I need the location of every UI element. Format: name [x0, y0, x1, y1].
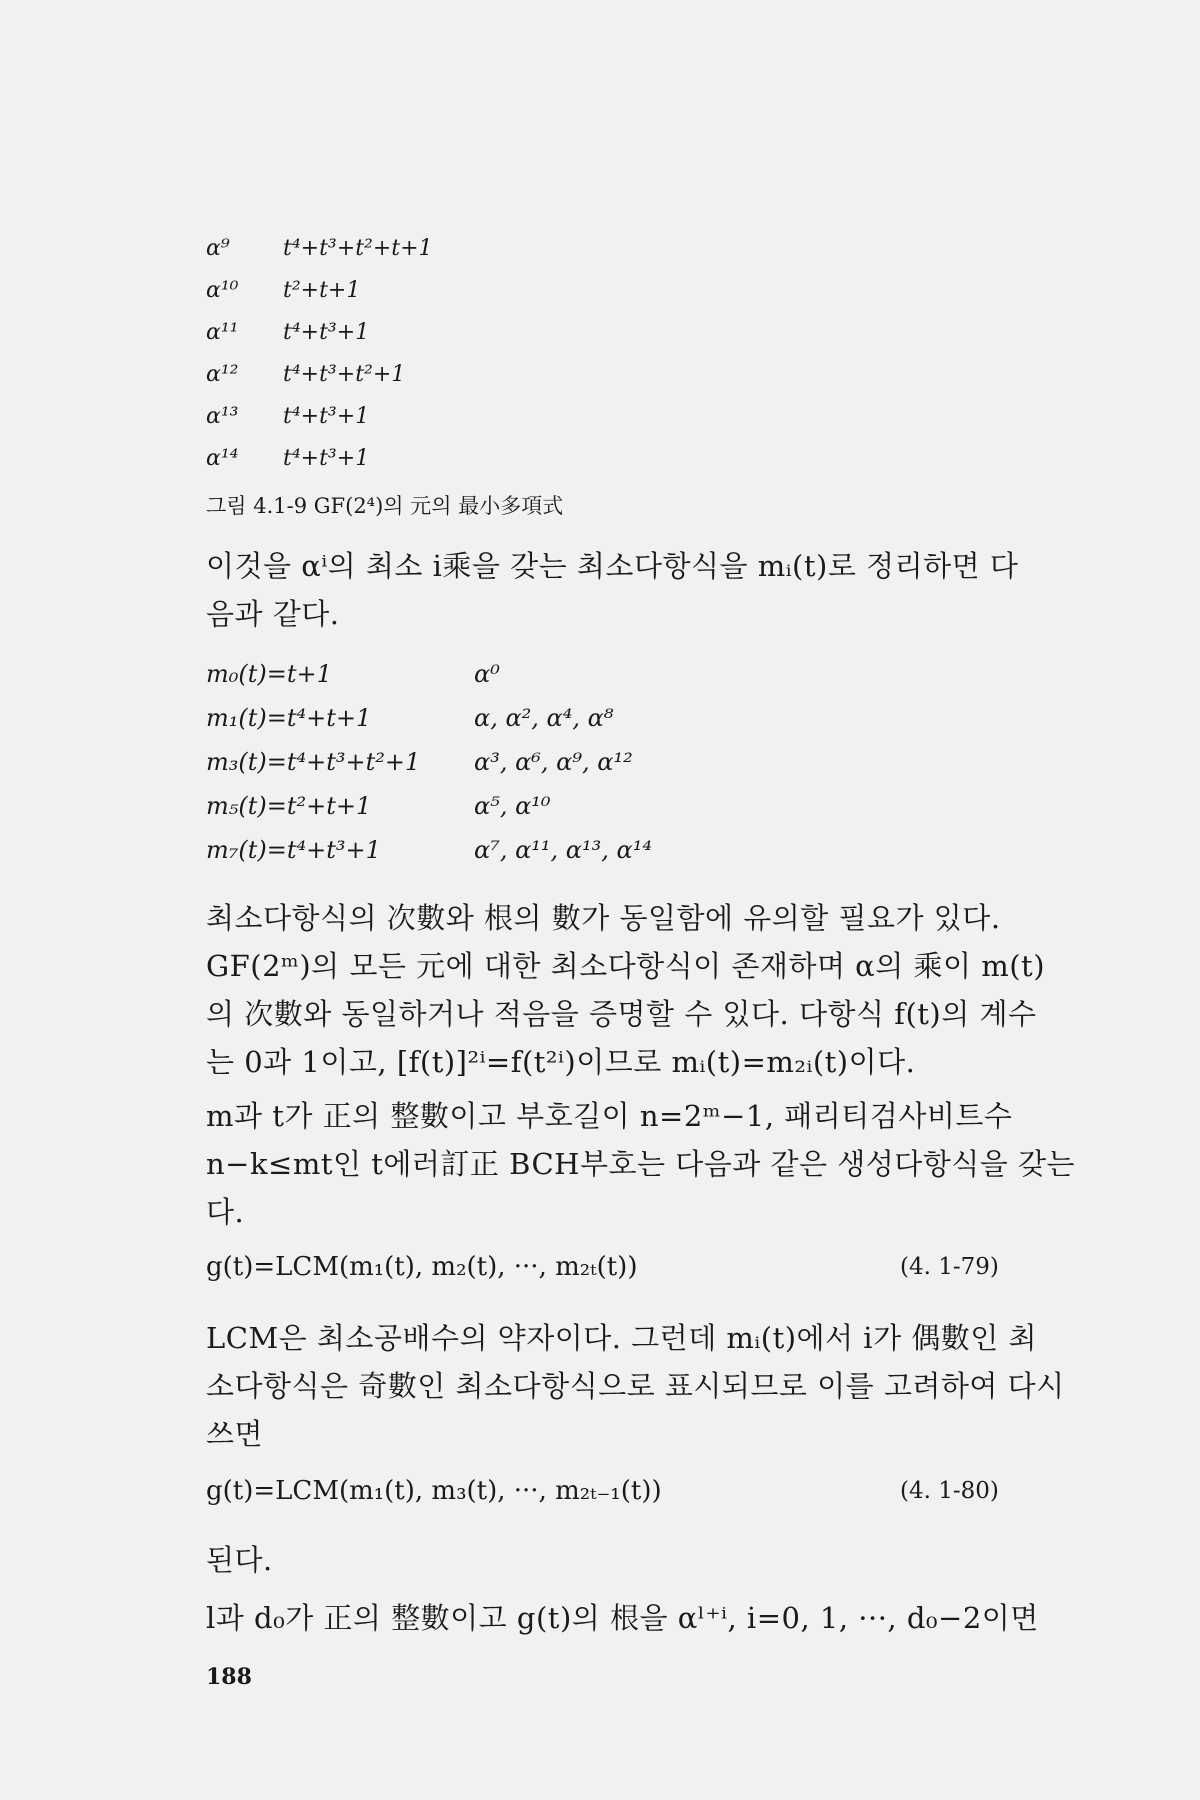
min-poly-roots: α⁵, α¹⁰ [474, 792, 551, 820]
page-number: 188 [206, 1664, 252, 1690]
paragraph-line: GF(2ᵐ)의 모든 元에 대한 최소다항식이 존재하며 α의 乘이 m(t) [206, 949, 1046, 983]
min-poly-eq: m₃(t)=t⁴+t³+t²+1 [206, 748, 421, 776]
min-poly-eq: m₇(t)=t⁴+t³+1 [206, 836, 381, 864]
equation: g(t)=LCM(m₁(t), m₃(t), ···, m₂ₜ₋₁(t)) [206, 1476, 662, 1506]
min-poly-roots: α⁰ [474, 660, 500, 688]
paragraph-line: 쓰면 [206, 1417, 264, 1451]
alpha-poly: t⁴+t³+1 [283, 320, 370, 345]
equation-number: (4. 1-80) [900, 1478, 999, 1504]
alpha-poly: t²+t+1 [283, 278, 361, 303]
alpha-poly: t⁴+t³+1 [283, 404, 370, 429]
paragraph-line: 된다. [206, 1543, 273, 1577]
paragraph-line: l과 d₀가 正의 整數이고 g(t)의 根을 αˡ⁺ⁱ, i=0, 1, ···, d₀−2이면 [206, 1601, 1039, 1635]
paragraph-line: 최소다항식의 次數와 根의 數가 동일함에 유의할 필요가 있다. [206, 901, 1001, 935]
min-poly-roots: α, α², α⁴, α⁸ [474, 704, 614, 732]
alpha-poly: t⁴+t³+t²+t+1 [283, 236, 433, 261]
alpha-label: α¹⁰ [206, 278, 239, 303]
alpha-label: α¹³ [206, 404, 239, 429]
paragraph-line: 다. [206, 1195, 245, 1229]
alpha-label: α¹² [206, 362, 239, 387]
alpha-label: α¹¹ [206, 320, 239, 345]
alpha-label: α⁹ [206, 236, 230, 261]
alpha-poly: t⁴+t³+t²+1 [283, 362, 406, 387]
paragraph-line: 의 次數와 동일하거나 적음을 증명할 수 있다. 다항식 f(t)의 계수 [206, 997, 1037, 1031]
paragraph-line: LCM은 최소공배수의 약자이다. 그런데 mᵢ(t)에서 i가 偶數인 최 [206, 1321, 1038, 1355]
equation-number: (4. 1-79) [900, 1254, 999, 1280]
paragraph-line: 이것을 αⁱ의 최소 i乘을 갖는 최소다항식을 mᵢ(t)로 정리하면 다 [206, 549, 1019, 583]
paragraph-line: 는 0과 1이고, [f(t)]²ⁱ=f(t²ⁱ)이므로 mᵢ(t)=m₂ᵢ(t)이다. [206, 1045, 916, 1079]
paragraph-line: n−k≤mt인 t에러訂正 BCH부호는 다음과 같은 생성다항식을 갖는 [206, 1147, 1076, 1181]
figure-caption: 그림 4.1-9 GF(2⁴)의 元의 最小多項式 [206, 494, 564, 518]
min-poly-eq: m₁(t)=t⁴+t+1 [206, 704, 372, 732]
min-poly-roots: α⁷, α¹¹, α¹³, α¹⁴ [474, 836, 652, 864]
min-poly-eq: m₅(t)=t²+t+1 [206, 792, 372, 820]
equation: g(t)=LCM(m₁(t), m₂(t), ···, m₂ₜ(t)) [206, 1252, 638, 1282]
paragraph-line: 소다항식은 奇數인 최소다항식으로 표시되므로 이를 고려하여 다시 [206, 1369, 1065, 1403]
paragraph-line: 음과 같다. [206, 597, 340, 631]
alpha-poly: t⁴+t³+1 [283, 446, 370, 471]
alpha-label: α¹⁴ [206, 446, 239, 471]
min-poly-eq: m₀(t)=t+1 [206, 660, 332, 688]
paragraph-line: m과 t가 正의 整數이고 부호길이 n=2ᵐ−1, 패리티검사비트수 [206, 1099, 1013, 1133]
min-poly-roots: α³, α⁶, α⁹, α¹² [474, 748, 633, 776]
